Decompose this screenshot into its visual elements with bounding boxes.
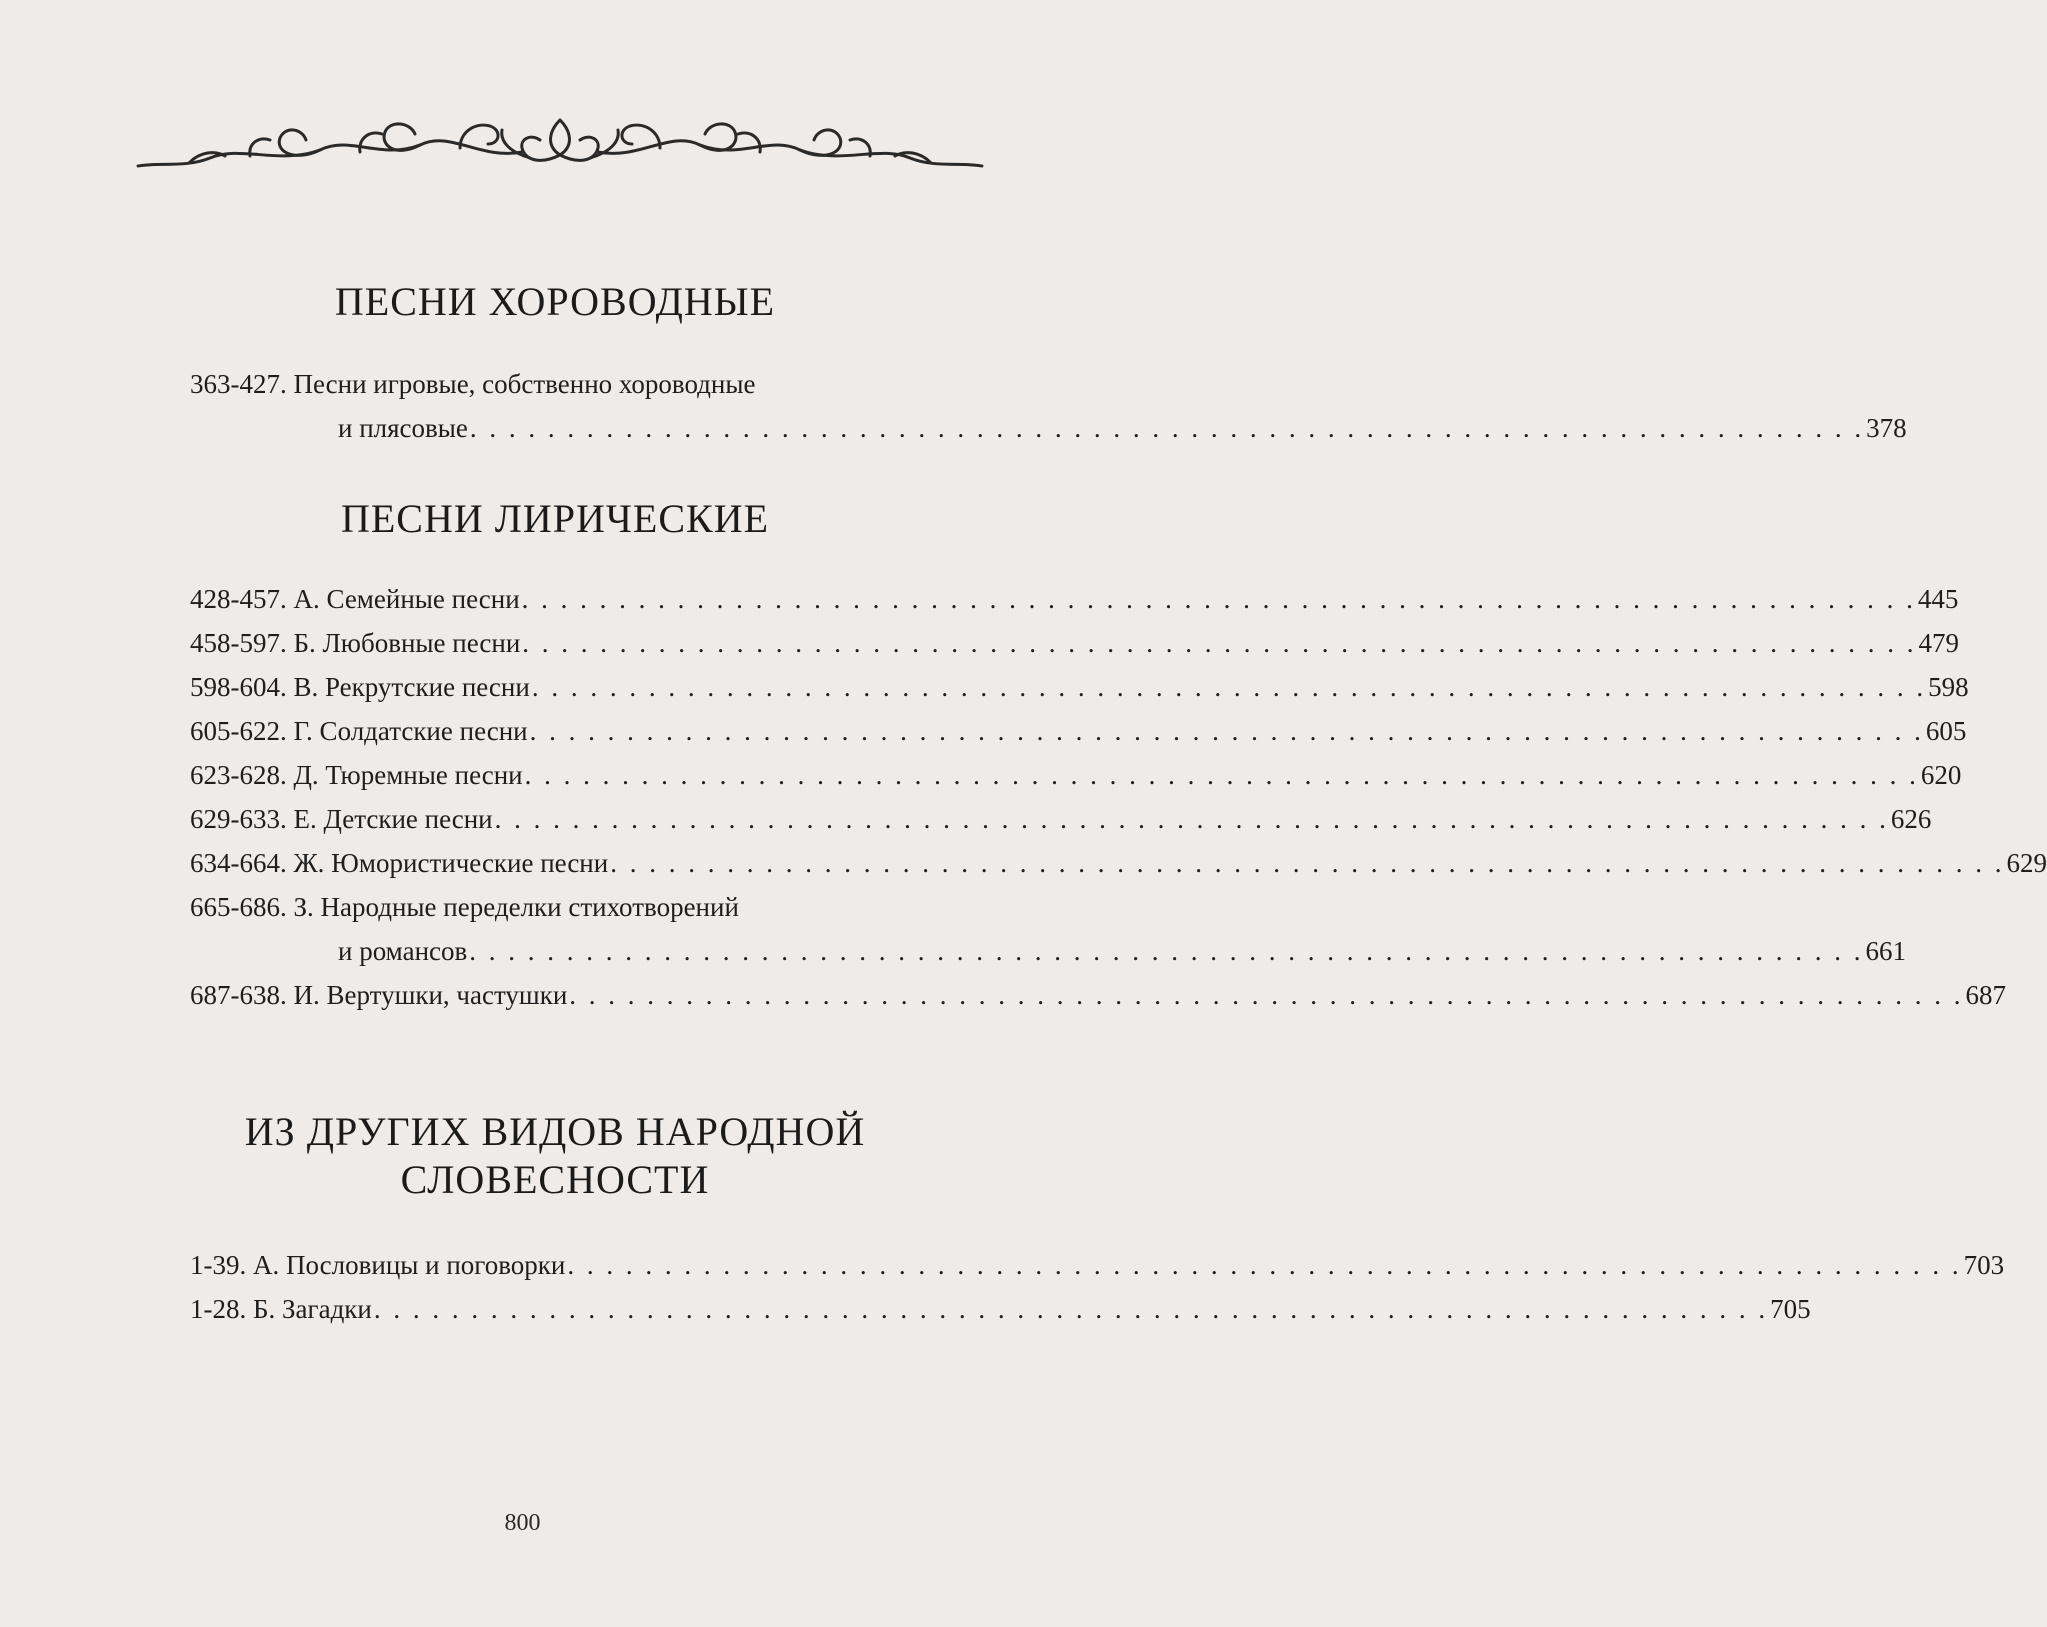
toc-entry-label: 605-622. Г. Солдатские песни [190, 716, 528, 746]
toc-entry [190, 1243, 2005, 1287]
toc-entry-page: 598 [1928, 672, 1969, 702]
toc-entry [190, 1287, 1811, 1331]
toc-entry-label: 687-638. И. Вертушки, частушки [190, 980, 568, 1010]
dot-leader: . . . . . . . . . . . . . . . . . . . . . . . . . . . . . . . . . . . . . . . . . . . . . . . . . . . . . . . . . . . . . . . . . . . . . . . . [373, 1294, 1769, 1324]
toc-entry [190, 973, 2007, 1017]
toc-entry-page: 705 [1770, 1294, 1811, 1324]
dot-leader: . . . . . . . . . . . . . . . . . . . . . . . . . . . . . . . . . . . . . . . . . . . . . . . . . . . . . . . . . . . . . . . . . . . . . . . . [524, 760, 1919, 790]
section-heading-line1: ИЗ ДРУГИХ ВИДОВ НАРОДНОЙ [244, 1109, 866, 1154]
toc-entry-label: и романсов [338, 936, 468, 966]
toc-entry-label: 598-604. В. Рекрутские песни [190, 672, 530, 702]
dot-leader: . . . . . . . . . . . . . . . . . . . . . . . . . . . . . . . . . . . . . . . . . . . . . . . . . . . . . . . . . . . . . . . . . . . . . . . . [522, 628, 1917, 658]
dot-leader: . . . . . . . . . . . . . . . . . . . . . . . . . . . . . . . . . . . . . . . . . . . . . . . . . . . . . . . . . . . . . . . . . . . . . . . . [469, 936, 1864, 966]
dot-leader: . . . . . . . . . . . . . . . . . . . . . . . . . . . . . . . . . . . . . . . . . . . . . . . . . . . . . . . . . . . . . . . . . . . . . . . . [529, 716, 1924, 746]
toc-section-lyrical [190, 577, 2047, 1017]
toc-section-other-forms [190, 1243, 2005, 1331]
toc-entry [190, 841, 2047, 885]
toc-section-round-dance [190, 362, 1907, 450]
section-heading-other-folk-forms [160, 1108, 950, 1204]
toc-entry [190, 406, 1907, 450]
toc-entry [190, 621, 1960, 665]
toc-entry [190, 753, 1962, 797]
dot-leader: . . . . . . . . . . . . . . . . . . . . . . . . . . . . . . . . . . . . . . . . . . . . . . . . . . . . . . . . . . . . . . . . . . . . . . . . [610, 848, 2005, 878]
section-heading-line2: СЛОВЕСНОСТИ [400, 1157, 710, 1202]
toc-entry-label: 629-633. Е. Детские песни [190, 804, 493, 834]
toc-entry-label: 1-28. Б. Загадки [190, 1294, 372, 1324]
toc-entry [190, 577, 1959, 621]
toc-entry [190, 709, 1967, 753]
toc-entry-label: 634-664. Ж. Юмористические песни [190, 848, 609, 878]
toc-entry-label: 428-457. А. Семейные песни [190, 584, 520, 614]
section-heading-round-dance-songs: ПЕСНИ ХОРОВОДНЫЕ [334, 279, 776, 324]
toc-entry-page: 605 [1925, 716, 1967, 746]
toc-entry [190, 929, 1907, 973]
section-heading-lyrical-songs: ПЕСНИ ЛИРИЧЕСКИЕ [340, 496, 770, 541]
toc-entry-line1: 665-686. З. Народные переделки стихотворений [190, 892, 739, 922]
dot-leader: . . . . . . . . . . . . . . . . . . . . . . . . . . . . . . . . . . . . . . . . . . . . . . . . . . . . . . . . . . . . . . . . . . . . . . . . [469, 413, 1865, 443]
toc-entry-page: 687 [1965, 980, 2007, 1010]
dot-leader: . . . . . . . . . . . . . . . . . . . . . . . . . . . . . . . . . . . . . . . . . . . . . . . . . . . . . . . . . . . . . . . . . . . . . . . . [567, 1250, 1962, 1280]
toc-entry-label: и плясовые [338, 413, 468, 443]
toc-entry-label: 458-597. Б. Любовные песни [190, 628, 521, 658]
toc-entry [190, 665, 1969, 709]
scroll-ornament-icon [130, 90, 990, 190]
toc-entry-page: 626 [1890, 804, 1932, 834]
toc-entry-page: 479 [1918, 628, 1960, 658]
toc-entry-page: 629 [2006, 848, 2047, 878]
toc-entry-page: 445 [1917, 584, 1959, 614]
toc-entry-label: 1-39. А. Пословицы и поговорки [190, 1250, 566, 1280]
toc-entry-page: 661 [1865, 936, 1907, 966]
toc-entry-page: 620 [1920, 760, 1962, 790]
toc-entry-label: 623-628. Д. Тюремные песни [190, 760, 523, 790]
toc-entry [190, 797, 1932, 841]
dot-leader: . . . . . . . . . . . . . . . . . . . . . . . . . . . . . . . . . . . . . . . . . . . . . . . . . . . . . . . . . . . . . . . . . . . . . . . . [569, 980, 1964, 1010]
toc-entry-page: 378 [1866, 413, 1907, 443]
dot-leader: . . . . . . . . . . . . . . . . . . . . . . . . . . . . . . . . . . . . . . . . . . . . . . . . . . . . . . . . . . . . . . . . . . . . . . . . [531, 672, 1927, 702]
page-number: 800 [504, 1510, 541, 1536]
dot-leader: . . . . . . . . . . . . . . . . . . . . . . . . . . . . . . . . . . . . . . . . . . . . . . . . . . . . . . . . . . . . . . . . . . . . . . . . [494, 804, 1889, 834]
dot-leader: . . . . . . . . . . . . . . . . . . . . . . . . . . . . . . . . . . . . . . . . . . . . . . . . . . . . . . . . . . . . . . . . . . . . . . . . [521, 584, 1916, 614]
toc-entry-page: 703 [1963, 1250, 2005, 1280]
toc-entry-line1: 363-427. Песни игровые, собственно хороводные [190, 369, 756, 399]
